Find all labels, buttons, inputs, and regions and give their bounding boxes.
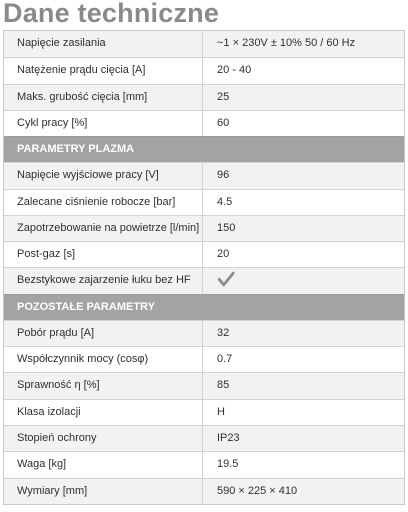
table-row bbox=[4, 372, 404, 398]
spec-value: 96 bbox=[217, 169, 230, 182]
spec-value: 60 bbox=[217, 116, 230, 129]
spec-label: Stopień ochrony bbox=[4, 426, 203, 451]
spec-value: IP23 bbox=[217, 431, 240, 444]
table-row bbox=[4, 110, 404, 136]
spec-label: Wymiary [mm] bbox=[4, 479, 203, 504]
spec-label: Napięcie wyjściowe pracy [V] bbox=[4, 163, 203, 188]
spec-label: Bezstykowe zajarzenie łuku bez HF bbox=[4, 268, 203, 293]
section-header-other: POZOSTAŁE PARAMETRY bbox=[4, 294, 404, 320]
spec-value: 85 bbox=[217, 379, 230, 392]
table-row bbox=[4, 162, 404, 188]
section-header-plasma: PARAMETRY PLAZMA bbox=[4, 136, 404, 162]
table-row bbox=[4, 478, 404, 504]
checkmark-icon bbox=[217, 270, 235, 288]
spec-label: Waga [kg] bbox=[4, 452, 203, 477]
spec-value: 590 × 225 × 410 bbox=[217, 484, 298, 497]
table-row bbox=[4, 84, 404, 110]
spec-value: 20 bbox=[217, 248, 230, 261]
spec-value: 19.5 bbox=[217, 458, 239, 471]
table-row bbox=[4, 320, 404, 346]
table-row bbox=[4, 346, 404, 372]
table-row bbox=[4, 267, 404, 293]
table-row bbox=[4, 57, 404, 83]
spec-value: ~1 × 230V ± 10% 50 / 60 Hz bbox=[217, 37, 356, 49]
table-row bbox=[4, 189, 404, 215]
spec-label: Post-gaz [s] bbox=[4, 242, 203, 267]
table-row bbox=[4, 425, 404, 451]
spec-table bbox=[3, 30, 405, 505]
page-title: Dane techniczne bbox=[3, 0, 220, 28]
spec-label: Sprawność η [%] bbox=[4, 373, 203, 398]
spec-label: Cykl pracy [%] bbox=[4, 111, 203, 136]
spec-label: Zalecane ciśnienie robocze [bar] bbox=[4, 190, 203, 215]
table-row bbox=[4, 241, 404, 267]
spec-value: 20 - 40 bbox=[217, 64, 252, 77]
spec-value: 0.7 bbox=[217, 353, 233, 366]
spec-label: Pobór prądu [A] bbox=[4, 321, 203, 346]
spec-label: Natężenie prądu cięcia [A] bbox=[4, 58, 203, 83]
table-row bbox=[4, 399, 404, 425]
spec-label: Maks. grubość cięcia [mm] bbox=[4, 85, 203, 110]
table-row bbox=[4, 451, 404, 477]
table-row bbox=[4, 31, 404, 57]
spec-value: 4.5 bbox=[217, 195, 233, 208]
spec-label: Klasa izolacji bbox=[4, 400, 203, 425]
spec-label: Napięcie zasilania bbox=[4, 31, 203, 57]
spec-value bbox=[203, 268, 404, 293]
spec-value: 150 bbox=[217, 221, 236, 234]
spec-label: Zapotrzebowanie na powietrze [l/min] bbox=[4, 216, 203, 241]
spec-value: H bbox=[217, 405, 225, 418]
table-row bbox=[4, 215, 404, 241]
spec-label: Współczynnik mocy (cosφ) bbox=[4, 347, 203, 372]
spec-value: 32 bbox=[217, 326, 230, 339]
spec-value: 25 bbox=[217, 90, 230, 103]
